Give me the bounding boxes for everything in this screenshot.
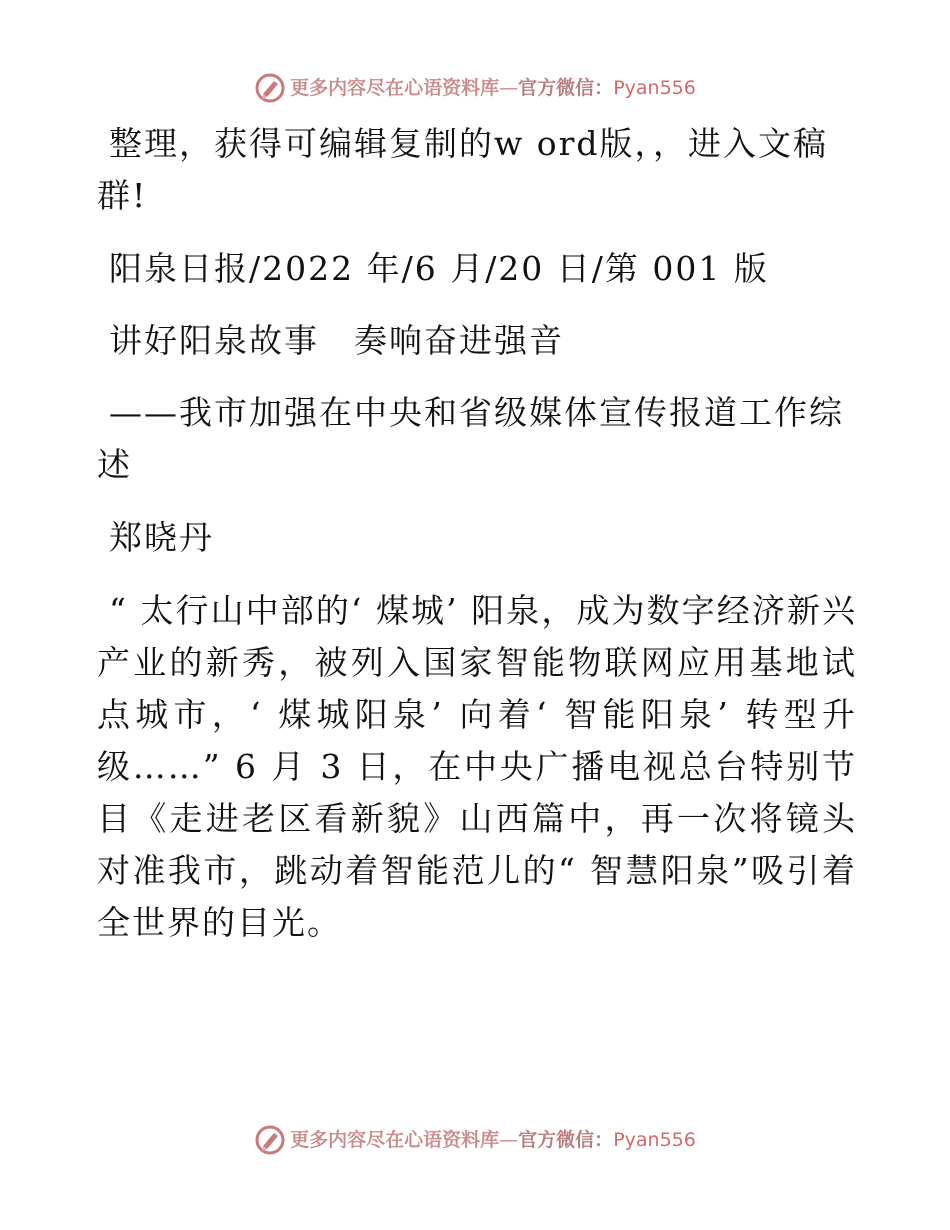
brand-logo-icon xyxy=(254,72,286,104)
watermark-dash: — xyxy=(499,1129,519,1151)
watermark-brand-text: 更多内容尽在心语资料库 xyxy=(290,77,500,99)
brand-logo-icon xyxy=(254,1124,286,1156)
watermark-dash: — xyxy=(499,77,519,99)
body-paragraph: “ 太行山中部的‘ 煤城’ 阳泉，成为数字经济新兴产业的新秀，被列入国家智能物联网应用基地试点城市，‘ 煤城阳泉’ 向着‘ 智能阳泉’ 转型升级……” 6 月 3 日，在中央广播电视总台特别节目《走进老区看新貌》山西篇中，再一次将镜头对准我市，跳动着智能范儿的“ 智慧阳泉”吸引着全世界的目光。 xyxy=(97,591,857,942)
headline: 讲好阳泉故事 奏响奋进强音 xyxy=(109,321,564,360)
watermark-wechat-id: Pyan556 xyxy=(613,1129,696,1151)
watermark-footer xyxy=(0,1124,950,1156)
document-body xyxy=(97,118,857,949)
intro-text: 整理，获得可编辑复制的w ord版，，进入文稿群! xyxy=(97,124,829,215)
watermark-brand-text: 更多内容尽在心语资料库 xyxy=(290,1129,500,1151)
dateline: 阳泉日报/2022 年/6 月/20 日/第 001 版 xyxy=(109,249,769,288)
subheadline: ——我市加强在中央和省级媒体宣传报道工作综述 xyxy=(97,393,844,484)
watermark-official-label: 官方微信： xyxy=(518,77,614,99)
watermark-header xyxy=(0,72,950,104)
author: 郑晓丹 xyxy=(109,518,214,557)
watermark-wechat-id: Pyan556 xyxy=(613,77,696,99)
watermark-official-label: 官方微信： xyxy=(518,1129,614,1151)
